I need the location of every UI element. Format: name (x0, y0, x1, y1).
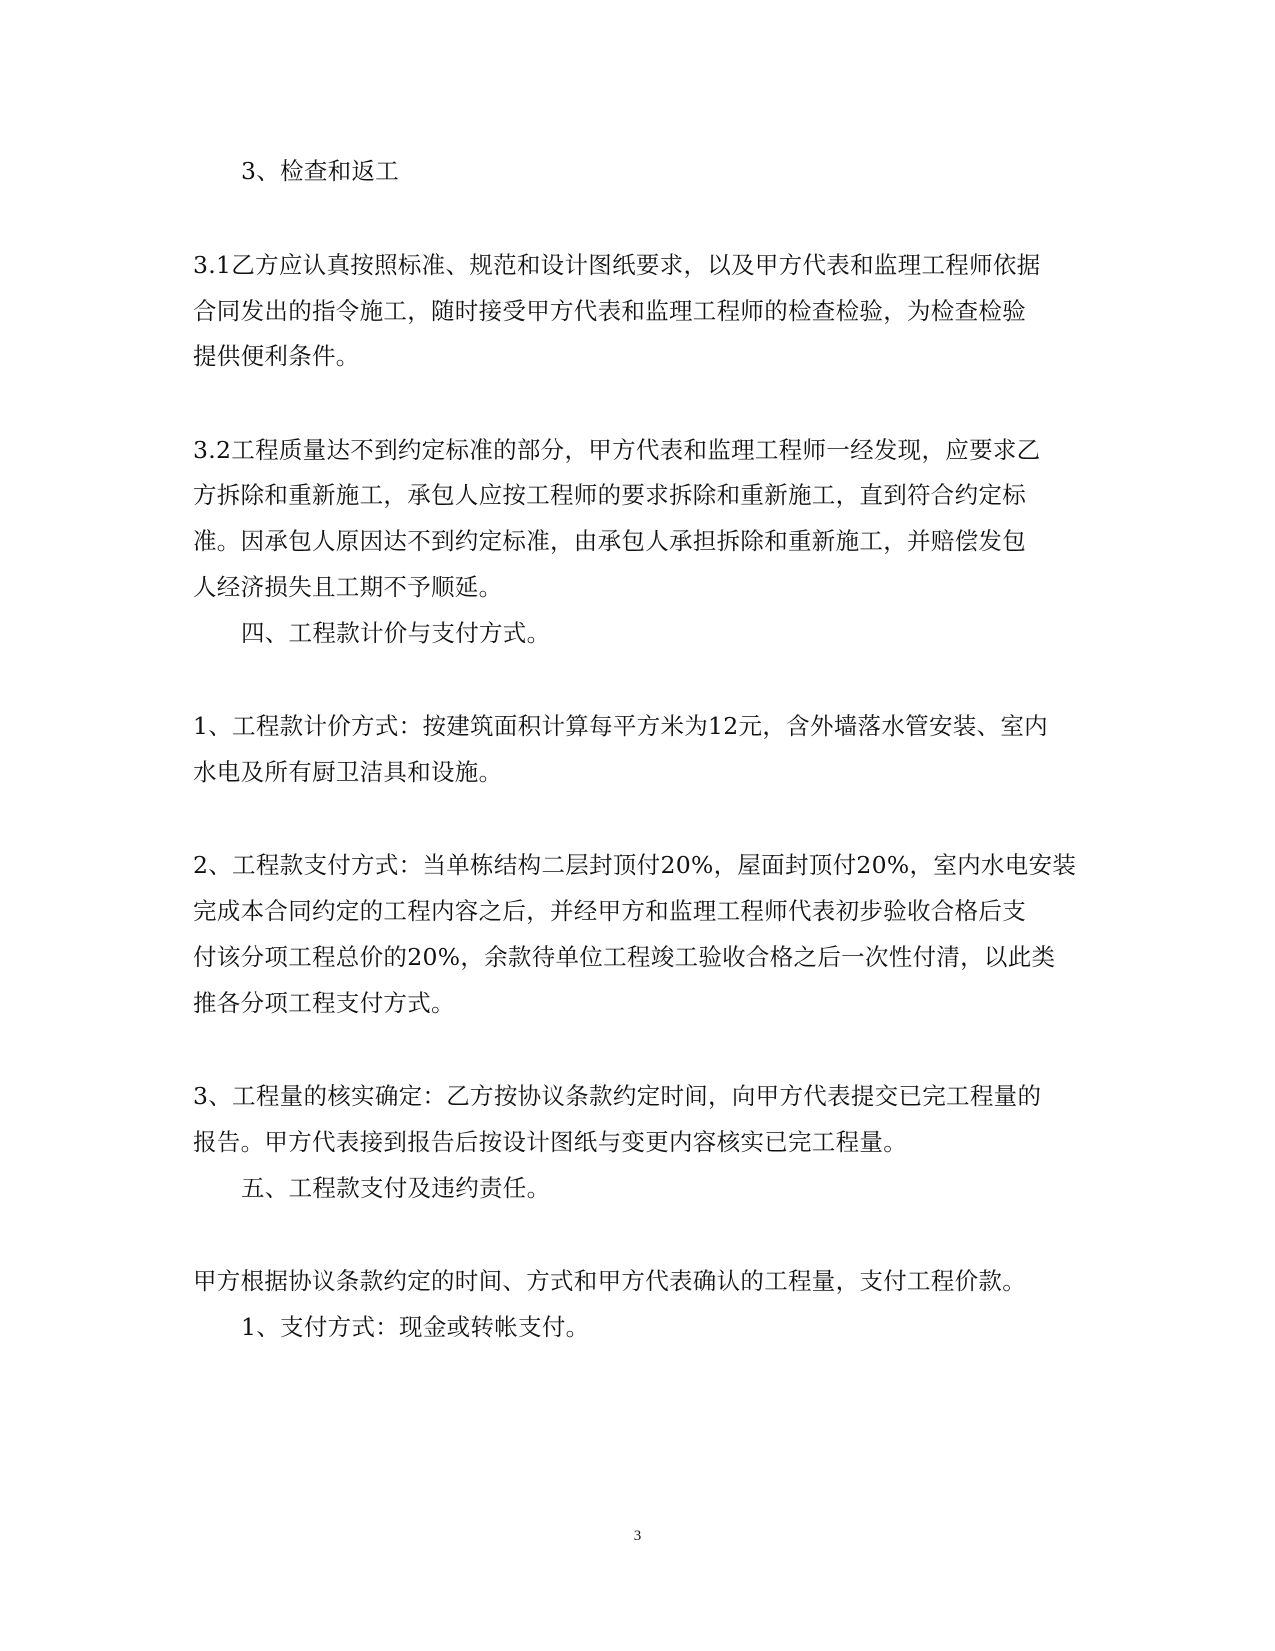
paragraph-line: 提供便利条件。 (193, 342, 360, 370)
paragraph-line: 准。因承包人原因达不到约定标准，由承包人承担拆除和重新施工，并赔偿发包 (193, 527, 1026, 555)
section-heading: 3、检查和返工 (241, 157, 400, 185)
paragraph-line: 人经济损失且工期不予顺延。 (193, 573, 503, 601)
paragraph-line: 报告。甲方代表接到报告后按设计图纸与变更内容核实已完工程量。 (193, 1128, 907, 1156)
paragraph-line: 3.1乙方应认真按照标准、规范和设计图纸要求，以及甲方代表和监理工程师依据 (193, 251, 1041, 279)
page-number: 3 (633, 1528, 642, 1544)
paragraph-line: 合同发出的指令施工，随时接受甲方代表和监理工程师的检查检验，为检查检验 (193, 297, 1026, 325)
paragraph-line: 水电及所有厨卫洁具和设施。 (193, 758, 503, 786)
paragraph-line: 1、工程款计价方式：按建筑面积计算每平方米为12元，含外墙落水管安装、室内 (193, 712, 1048, 740)
paragraph-line: 推各分项工程支付方式。 (193, 989, 455, 1017)
paragraph-line: 3.2工程质量达不到约定标准的部分，甲方代表和监理工程师一经发现，应要求乙 (193, 436, 1041, 464)
paragraph-line: 1、支付方式：现金或转帐支付。 (241, 1313, 590, 1341)
section-heading: 五、工程款支付及违约责任。 (241, 1174, 551, 1202)
paragraph-line: 完成本合同约定的工程内容之后，并经甲方和监理工程师代表初步验收合格后支 (193, 897, 1026, 925)
section-heading: 四、工程款计价与支付方式。 (241, 619, 551, 647)
paragraph-line: 付该分项工程总价的20%，余款待单位工程竣工验收合格之后一次性付清，以此类 (193, 943, 1056, 971)
paragraph-line: 甲方根据协议条款约定的时间、方式和甲方代表确认的工程量，支付工程价款。 (193, 1267, 1026, 1295)
paragraph-line: 3、工程量的核实确定：乙方按协议条款约定时间，向甲方代表提交已完工程量的 (193, 1082, 1042, 1110)
paragraph-line: 方拆除和重新施工，承包人应按工程师的要求拆除和重新施工，直到符合约定标 (193, 481, 1026, 509)
paragraph-line: 2、工程款支付方式：当单栋结构二层封顶付20%，屋面封顶付20%，室内水电安装 (193, 851, 1077, 879)
